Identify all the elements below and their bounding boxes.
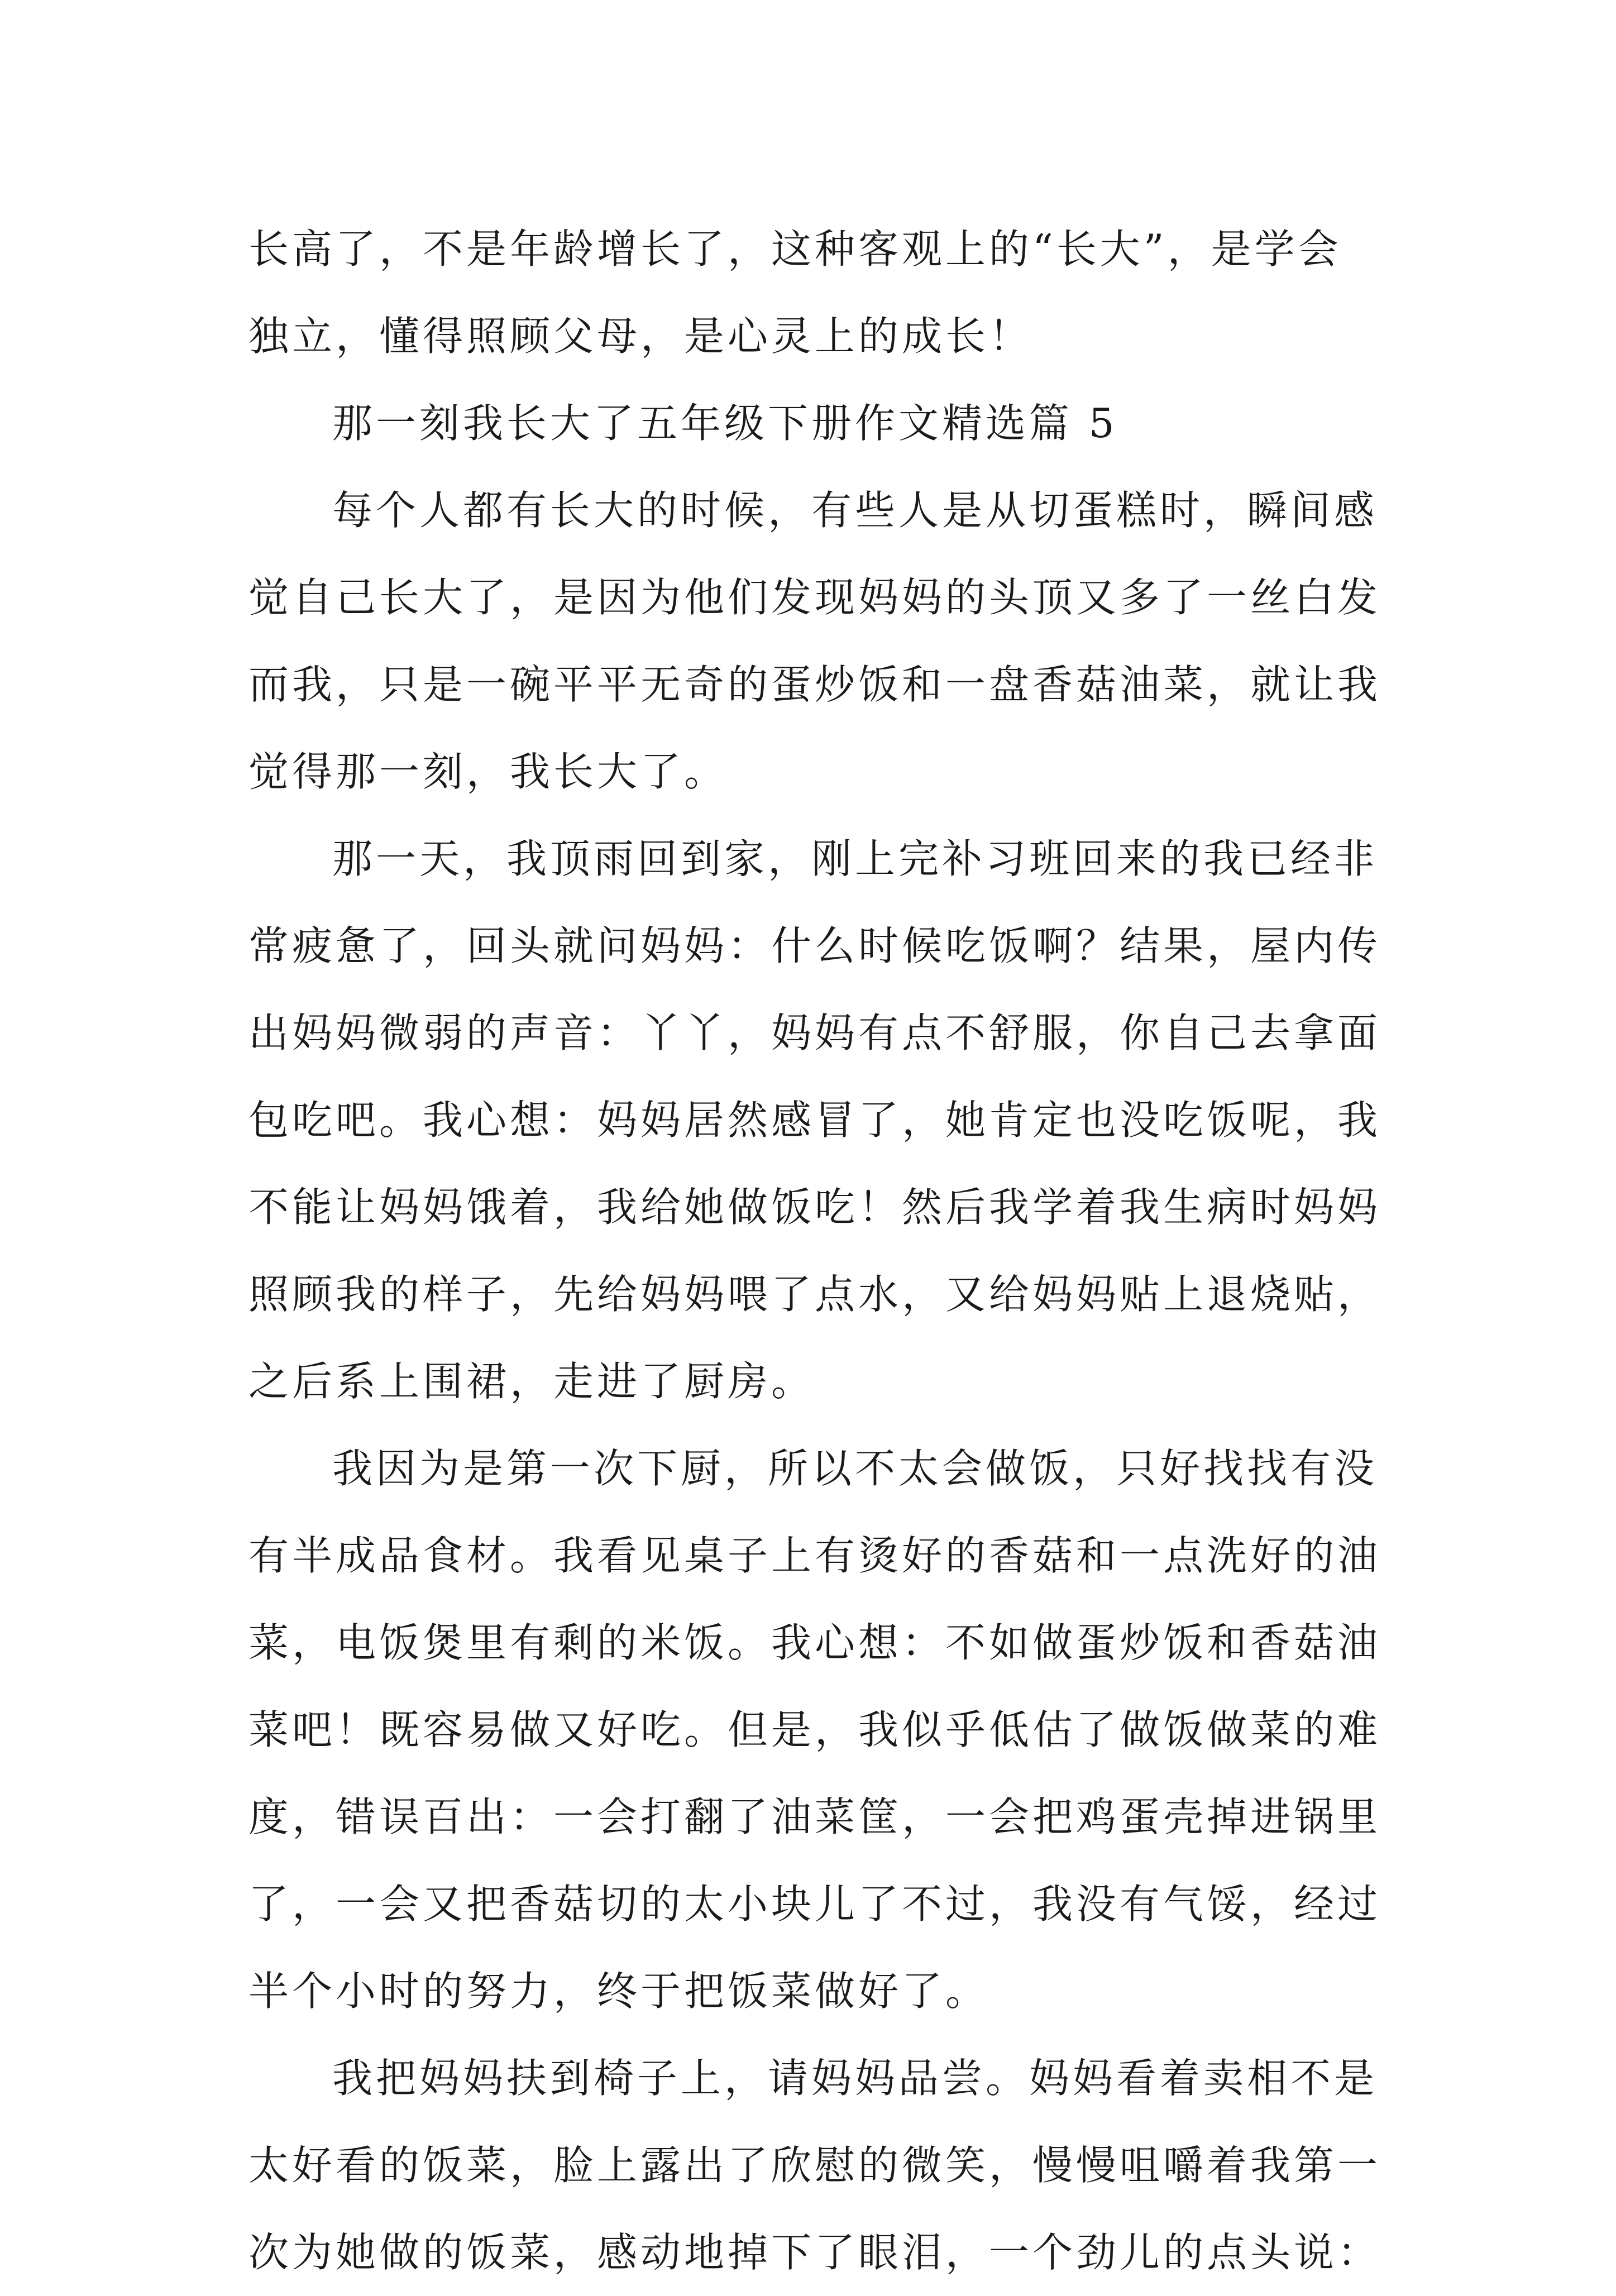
text-line: 我把妈妈扶到椅子上，请妈妈品尝。妈妈看着卖相不是 (332, 2055, 1378, 2102)
text-line: 而我，只是一碗平平无奇的蛋炒饭和一盘香菇油菜，就让我 (248, 661, 1381, 708)
essay-body (248, 205, 1382, 2296)
text-line: 照顾我的样子，先给妈妈喂了点水，又给妈妈贴上退烧贴， (248, 1271, 1381, 1318)
text-line: 那一天，我顶雨回到家，刚上完补习班回来的我已经非 (332, 835, 1378, 882)
text-line: 半个小时的努力，终于把饭菜做好了。 (248, 1968, 989, 2015)
text-line: 包吃吧。我心想：妈妈居然感冒了，她肯定也没吃饭呢，我 (248, 1097, 1381, 1144)
text-line: 觉自己长大了，是因为他们发现妈妈的头顶又多了一丝白发 (248, 574, 1381, 621)
text-line: 不能让妈妈饿着，我给她做饭吃！然后我学着我生病时妈妈 (248, 1184, 1381, 1231)
text-line: 常疲惫了，回头就问妈妈：什么时候吃饭啊？结果，屋内传 (248, 922, 1381, 969)
section-heading: 那一刻我长大了五年级下册作文精选篇 5 (332, 400, 1118, 447)
text-line: 菜，电饭煲里有剩的米饭。我心想：不如做蛋炒饭和香菇油 (248, 1619, 1381, 1666)
text-line: 之后系上围裙，走进了厨房。 (248, 1358, 815, 1405)
text-line: 长高了，不是年龄增长了，这种客观上的“长大”，是学会 (248, 226, 1342, 272)
text-line: 度，错误百出：一会打翻了油菜筐，一会把鸡蛋壳掉进锅里 (248, 1793, 1381, 1840)
text-line: 觉得那一刻，我长大了。 (248, 748, 728, 795)
text-line: 了，一会又把香菇切的太小块儿了不过，我没有气馁，经过 (248, 1881, 1381, 1927)
text-line: 我因为是第一次下厨，所以不太会做饭，只好找找有没 (332, 1445, 1378, 1492)
text-line: 次为她做的饭菜，感动地掉下了眼泪，一个劲儿的点头说： (248, 2229, 1381, 2276)
text-line: 出妈妈微弱的声音：丫丫，妈妈有点不舒服，你自己去拿面 (248, 1010, 1381, 1056)
text-line: 菜吧！既容易做又好吃。但是，我似乎低估了做饭做菜的难 (248, 1706, 1381, 1753)
text-line: 太好看的饭菜，脸上露出了欣慰的微笑，慢慢咀嚼着我第一 (248, 2142, 1381, 2189)
text-line: 独立，懂得照顾父母，是心灵上的成长！ (248, 313, 1033, 360)
text-line: 每个人都有长大的时候，有些人是从切蛋糕时，瞬间感 (332, 487, 1378, 534)
text-line: 有半成品食材。我看见桌子上有烫好的香菇和一点洗好的油 (248, 1532, 1381, 1579)
